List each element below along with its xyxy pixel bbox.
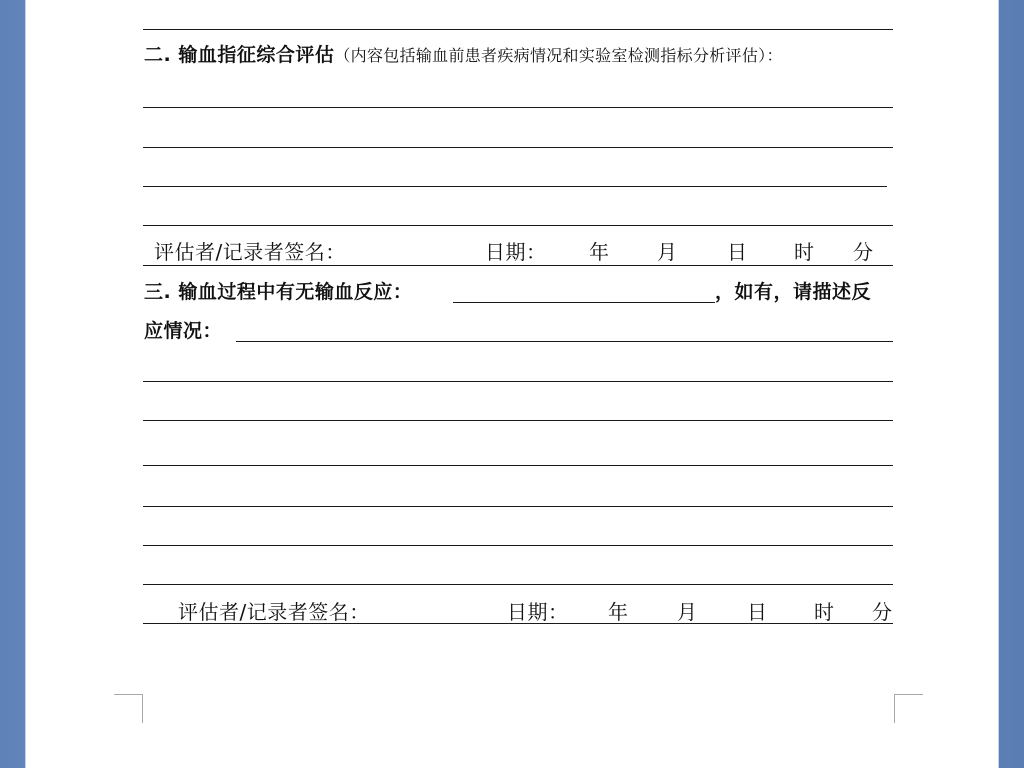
minute-label: 分 (872, 600, 893, 624)
reaction-input-line[interactable] (453, 302, 715, 303)
answer-line[interactable] (143, 381, 893, 382)
signature-label: 评估者/记录者签名： (178, 600, 370, 624)
date-label: 日期： (485, 240, 547, 264)
date-label: 日期： (507, 600, 569, 624)
day-label: 日 (747, 600, 768, 624)
year-label: 年 (608, 600, 629, 624)
hour-label: 时 (814, 600, 835, 624)
signature-line[interactable] (143, 623, 893, 624)
hour-label: 时 (794, 240, 815, 264)
answer-line[interactable] (143, 584, 893, 585)
month-label: 月 (657, 240, 678, 264)
section-2-note: （内容包括输血前患者疾病情况和实验室检测指标分析评估）： (334, 46, 783, 65)
day-label: 日 (727, 240, 748, 264)
reaction-description-line[interactable] (236, 341, 893, 342)
answer-line[interactable] (143, 107, 893, 108)
margin-corner-mark-right (894, 694, 923, 723)
answer-line (143, 29, 893, 30)
answer-line[interactable] (143, 147, 893, 148)
signature-line[interactable] (143, 265, 893, 266)
answer-line[interactable] (143, 186, 887, 187)
answer-line[interactable] (143, 465, 893, 466)
answer-line[interactable] (143, 225, 893, 226)
margin-corner-mark-left (114, 694, 143, 723)
section-2-title: 二. 输血指征综合评估 (144, 44, 335, 66)
section-3-heading-suffix: ，如有，请描述反 (715, 281, 872, 303)
section-3-heading-line2: 应情况： (144, 320, 223, 342)
answer-line[interactable] (143, 545, 893, 546)
answer-line[interactable] (143, 420, 893, 421)
section-3-heading: 三. 输血过程中有无输血反应： (144, 281, 413, 303)
document-page (26, 0, 998, 768)
minute-label: 分 (853, 240, 874, 264)
signature-label: 评估者/记录者签名： (154, 240, 346, 264)
month-label: 月 (677, 600, 698, 624)
year-label: 年 (589, 240, 610, 264)
section-2-heading (144, 46, 783, 65)
answer-line[interactable] (143, 506, 893, 507)
